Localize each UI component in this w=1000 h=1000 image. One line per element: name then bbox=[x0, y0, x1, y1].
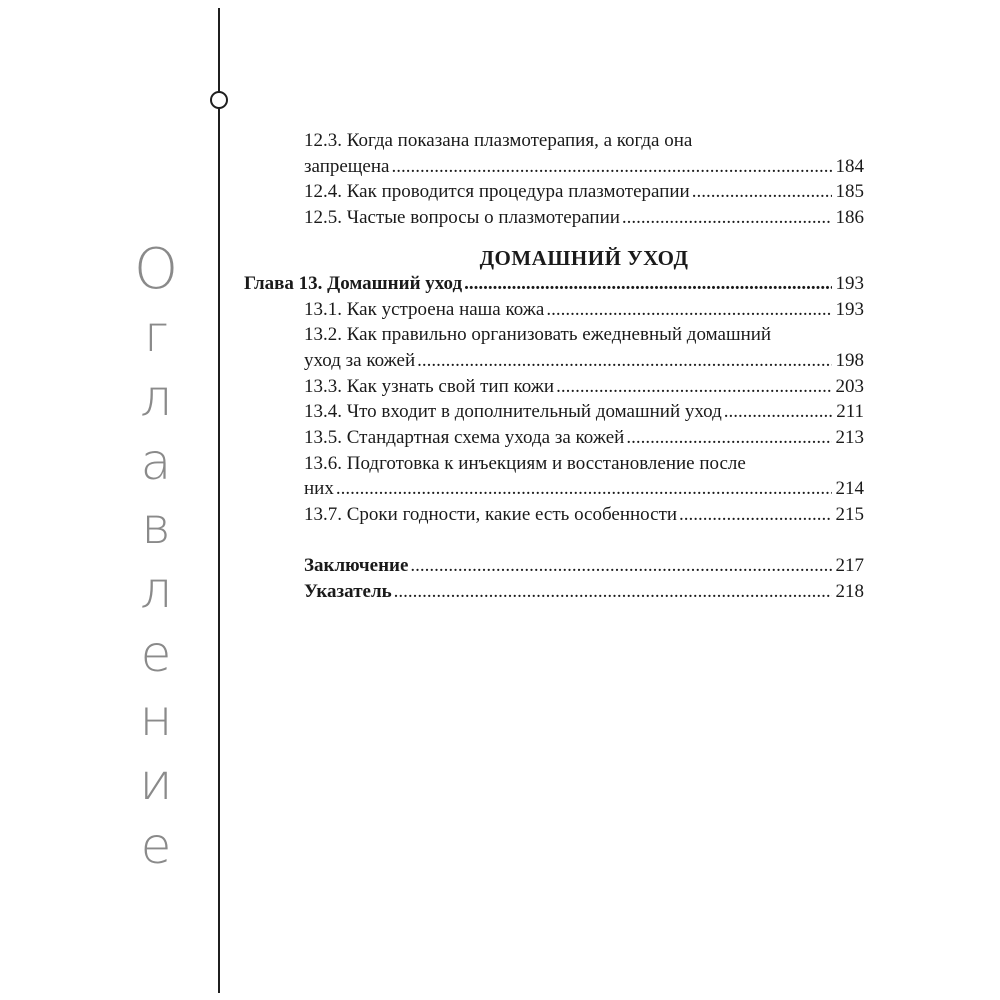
toc-entry[interactable] bbox=[244, 179, 864, 205]
toc-entry-title: 13.3. Как узнать свой тип кожи bbox=[304, 375, 555, 397]
dot-leader bbox=[394, 579, 832, 605]
toc-entry-title: Указатель bbox=[304, 580, 392, 602]
toc-entry-title: 13.1. Как устроена наша кожа bbox=[304, 298, 545, 320]
toc-page-number: 193 bbox=[835, 298, 864, 320]
toc-entry-line[interactable]: 13.6. Подготовка к инъекциям и восстановление после bbox=[304, 452, 746, 474]
toc-page-number: 198 bbox=[835, 349, 864, 371]
toc-entry-line[interactable]: 12.3. Когда показана плазмотерапия, а когда она bbox=[304, 130, 693, 151]
toc-page-number: 217 bbox=[835, 554, 864, 576]
toc-entry[interactable] bbox=[244, 399, 864, 425]
vertical-rule bbox=[218, 8, 220, 993]
dot-leader bbox=[692, 179, 832, 205]
toc-page-number: 211 bbox=[836, 401, 864, 423]
toc-entry-title: 12.4. Как проводится процедура плазмотерапии bbox=[304, 181, 690, 203]
dot-leader bbox=[336, 476, 832, 502]
spacer bbox=[244, 528, 864, 553]
toc-page-number: 218 bbox=[835, 580, 864, 602]
toc-entry-title: 13.4. Что входит в дополнительный домашний уход bbox=[304, 401, 722, 423]
section-heading: ДОМАШНИЙ УХОД bbox=[479, 245, 689, 270]
toc-back-matter-entry[interactable] bbox=[244, 579, 864, 605]
toc-back-matter-entry[interactable] bbox=[244, 553, 864, 579]
toc-entry-title: запрещена bbox=[304, 155, 390, 177]
dot-leader bbox=[622, 205, 832, 231]
toc-entry[interactable] bbox=[244, 348, 864, 374]
side-title-letter: н bbox=[139, 689, 173, 747]
table-of-contents bbox=[244, 128, 864, 604]
toc-page-number: 185 bbox=[835, 181, 864, 203]
rule-ring-ornament bbox=[210, 91, 228, 109]
dot-leader bbox=[679, 502, 831, 528]
toc-entry-title: них bbox=[304, 478, 334, 500]
toc-page-number: 214 bbox=[835, 478, 864, 500]
dot-leader bbox=[546, 297, 831, 323]
side-title-letter: л bbox=[140, 369, 172, 427]
toc-entry[interactable] bbox=[244, 154, 864, 180]
side-title-letter: е bbox=[140, 625, 172, 683]
toc-entry-line[interactable]: 13.2. Как правильно организовать ежедневный домашний bbox=[304, 324, 772, 346]
toc-entry[interactable] bbox=[244, 297, 864, 323]
dot-leader bbox=[417, 348, 831, 374]
toc-entry-title: 13.7. Сроки годности, какие есть особенности bbox=[304, 504, 678, 526]
toc-entry-title: 12.5. Частые вопросы о плазмотерапии bbox=[304, 207, 620, 229]
dot-leader bbox=[724, 399, 832, 425]
toc-entry[interactable] bbox=[244, 425, 864, 451]
side-title-letter: г bbox=[143, 305, 169, 363]
toc-entry-title: Заключение bbox=[304, 554, 409, 576]
dot-leader bbox=[556, 374, 831, 400]
side-title-letter: е bbox=[140, 817, 172, 875]
toc-entry[interactable] bbox=[244, 205, 864, 231]
toc-page-number: 193 bbox=[835, 272, 864, 294]
toc-page-number: 186 bbox=[835, 207, 864, 229]
toc-page-number: 184 bbox=[835, 155, 864, 177]
side-title-letter: л bbox=[140, 561, 172, 619]
dot-leader bbox=[410, 553, 831, 579]
toc-page-number: 203 bbox=[835, 375, 864, 397]
dot-leader bbox=[464, 271, 831, 297]
dot-leader bbox=[626, 425, 831, 451]
side-title-vertical bbox=[120, 238, 192, 878]
side-title-letter: а bbox=[140, 433, 172, 491]
toc-page-number: 213 bbox=[835, 427, 864, 449]
side-title-letter: в bbox=[141, 497, 171, 555]
side-title-letter: О bbox=[133, 237, 179, 302]
side-title-letter: и bbox=[139, 753, 173, 811]
toc-entry-title: 13.5. Стандартная схема ухода за кожей bbox=[304, 427, 625, 449]
toc-entry[interactable] bbox=[244, 374, 864, 400]
toc-entry[interactable] bbox=[244, 502, 864, 528]
toc-page-number: 215 bbox=[835, 504, 864, 526]
toc-chapter-title: Глава 13. Домашний уход bbox=[244, 272, 463, 294]
dot-leader bbox=[391, 154, 831, 180]
toc-entry-title: уход за кожей bbox=[304, 349, 416, 371]
toc-entry[interactable] bbox=[244, 476, 864, 502]
toc-chapter-entry[interactable] bbox=[244, 271, 864, 297]
